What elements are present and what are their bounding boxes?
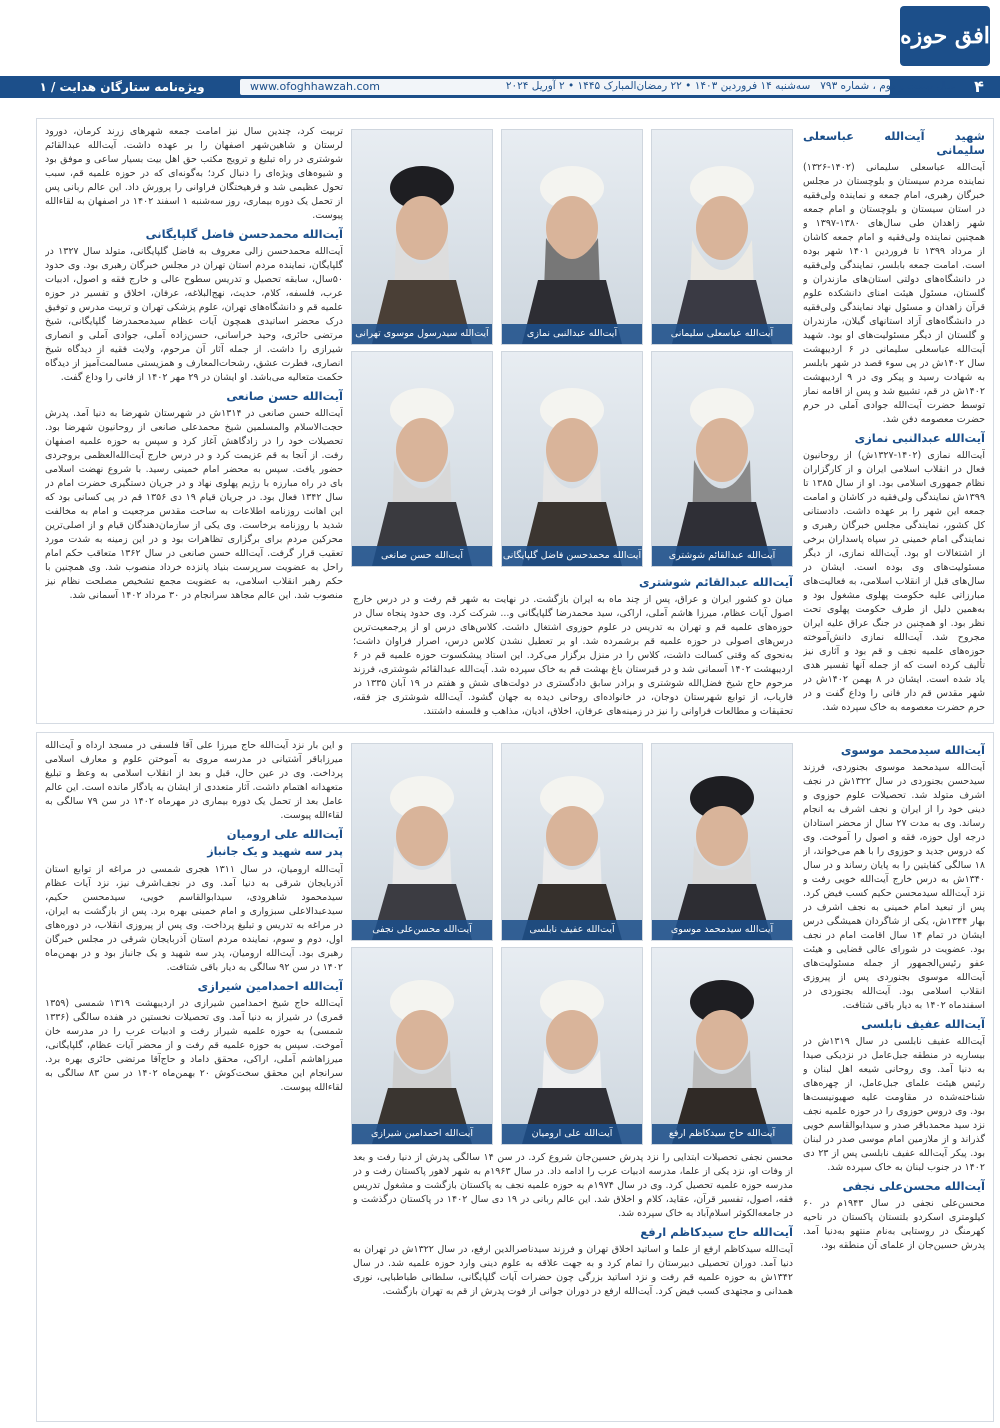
- photo-caption: آیت‌الله سیدمحمد موسوی: [652, 920, 792, 940]
- article-text: محسن نجفی تحصیلات ابتدایی را نزد پدرش حسین‌جان شروع کرد. در سن ۱۴ سالگی پدرش از دنیا رفت و بعد از وفات او، نزد یکی از علما، مدرسه ادبیات عرب را ادامه داد. در سال ۱۹۶۳م به شهر لاهور پاکستان رفت و در مدرسه حوزه علمیه تحصیل کرد. وی در سال ۱۹۷۴م به حوزه علمیه نجف به پاکستان بازگشت و مشغول تدریس فقه، اصول، تفسیر قرآن، عقاید، کلام و اخلاق شد. این عالم ربانی در ۱۹ دی سال ۱۴۰۲ در پاکستان درگذشت و در جامعه‌الکوثر اسلام‌آباد به خاک سپرده شد.: [353, 1152, 793, 1219]
- portrait-photo: [651, 351, 793, 567]
- article-text: آیت‌الله حاج شیخ احمدامین شیرازی در اردیبهشت ۱۳۱۹ شمسی (۱۳۵۹ قمری) در شیراز به دنیا آمد. وی تحصیلات نخستین در هفده سالگی (۱۳۳۶ شمسی) به حوزه علمیه شیراز رفت و ادبیات عرب را در مدرسه خان آموخت. سپس به حوزه علمیه قم رفت و از محضر آیات عظام، گلپایگانی، میرزاهاشم آملی، اراکی، محقق داماد و حاج‌آقا مرتضی حائری بهره برد. سرانجام این محقق سخت‌کوش ۲۰ بهمن‌ماه ۱۴۰۲ در سن ۸۳ سالگی به لقاءالله پیوست.: [45, 998, 343, 1093]
- article-title: آیت‌الله علی ارومیان: [226, 827, 343, 841]
- article-text: آیت‌الله محمدحسن زالی معروف به فاضل گلپایگانی، متولد سال ۱۳۲۷ در گلپایگان، نماینده مردم استان تهران در مجلس خبرگان رهبری بود. وی حدود ۵۰سال، سابقه تحصیل و تدریس سطوح عالی و خارج فقه و اصول، ادبیات عرب، فلسفه، کلام، حدیث، نهج‌البلاغه، عرفان، اخلاق و تفسیر در حوزه علمیه قم و دانشگاه‌های تهران، علوم پزشکی تهران و تربیت مدرس و توفیق درک محضر اساتیدی همچون آیات عظام سیدمحمدرضا گلپایگانی، شیخ مرتضی حائری، وحید خراسانی، حسن‌زاده آملی، جوادی آملی و انصاری شیرازی را داشت. از جمله آثار آن مرحوم، ولایت فقیه از دیدگاه شیخ انصاری، فطرت عشق، رشحات‌المعارف و همزیستی مسالمت‌آمیز از دیدگاه حکمت متعالیه می‌باشد. او ایشان در ۲۹ مهر ۱۴۰۲ از فانی را وداع گفت.: [45, 246, 343, 383]
- article-title: شهید آیت‌الله عباسعلی سلیمانی: [803, 129, 985, 157]
- article-text: آیت‌الله عباسعلی سلیمانی (۱۴۰۲-۱۳۲۶) نماینده مردم سیستان و بلوچستان در مجلس خبرگان رهبری، امام جمعه و نماینده ولی‌فقیه در استان سیستان و بلوچستان و امام جمعه شهر زاهدان طی سال‌های ۱۳۸۰-۱۳۹۷ و همچنین نماینده ولی‌فقیه و امام جمعه کاشان از مرداد ۱۳۹۹ تا فروردین ۱۴۰۱ شهر بوده است. امامت جمعه بابلسر، نمایندگی ولی‌فقیه در دانشگاه‌های دولتی استان‌های مازندران و گلستان، مسئول هیئت امنای دانشکده علوم قرآن زاهدان و مسئول نهاد نمایندگی ولی‌فقیه در دانشگاه‌های آزاد استانهای گیلان، مازندران و گلستان از دیگر مسئولیت‌های او بود. شهید آیت‌الله عباسعلی سلیمانی در ۶ اردیبهشت سال ۱۴۰۲ش در پی سوء قصد در شهر بابلسر به شهادت رسید و پیکر وی در ۹ اردیبهشت ۱۴۰۲ش در قم، تشییع شد و پس از اقامه نماز توسط حضرت آیت‌الله جوادی آملی در حرم حضرت معصومه دفن شد.: [803, 162, 985, 425]
- portrait-photo: [351, 351, 493, 567]
- portrait-photo: [351, 947, 493, 1145]
- newspaper-logo: افق حوزه: [900, 6, 990, 66]
- photo-caption: آیت‌الله عبدالقائم شوشتری: [652, 546, 792, 566]
- photo-caption: آیت‌الله علی ارومیان: [502, 1124, 642, 1144]
- photo-caption: آیت‌الله حسن صانعی: [352, 546, 492, 566]
- section2-left-column: [45, 739, 343, 1415]
- section2-right-column: [803, 739, 985, 1415]
- article-title: آیت‌الله سیدمحمد موسوی: [840, 743, 985, 757]
- portrait-photo: [651, 129, 793, 345]
- section-2: [36, 732, 994, 1422]
- dateline: سه‌شنبه ۱۴ فروردین ۱۴۰۳ • ۲۲ رمضان‌المبارک ۱۴۴۵ • ۲ آوریل ۲۰۲۴: [505, 80, 811, 92]
- article-title: آیت‌الله محمدحسن فاضل گلپایگانی: [145, 227, 343, 241]
- article-text: آیت‌الله حسن صانعی در ۱۳۱۴ش در شهرستان شهرضا به دنیا آمد. پدرش حجت‌الاسلام والمسلمین شیخ محمدعلی صانعی از روحانیون شهرضا بود. تحصیلات خود را در زادگاهش آغاز کرد و سپس به حوزه علمیه اصفهان رفت. از آنجا به قم عزیمت کرد و در درس خارج آیت‌الله‌العظمی بروجردی حضور یافت. سپس به محضر امام خمینی رسید. با شروع نهضت اسلامی بای در راه مبارزه با رژیم پهلوی نهاد و در جریان دستگیری حضرت امام در سال ۱۳۴۲ فعال بود. در جریان قیام ۱۹ دی ۱۳۵۶ قم در پی کسانی بود که این اهانت روزنامه اطلاعات به ساحت مقدس مرجعیت و امام به مخالفت شدید با روزنامه برخاست. وی یکی از سازمان‌دهندگان قیام و از اصلی‌ترین محرکین مردم برای برگزاری تظاهرات بود و در این زمینه به شدت مورد تعقیب قرار گرفت. آیت‌الله حسن صانعی در سال ۱۳۶۲ متعاقب حکم امام راحل به عضویت سرپرست بنیاد پانزده خرداد منصوب شد. وی همچنین با حکم رهبر انقلاب اسلامی، به عضویت مجمع تشخیص مصلحت نظام نیز منصوب شد. این عالم مجاهد سرانجام در ۳۰ مرداد ۱۴۰۲ آسمانی شد.: [45, 408, 343, 601]
- article-text: میان دو کشور ایران و عراق، پس از چند ماه به ایران بازگشت. در نهایت به شهر قم رفت و در درس خارج اصول آیات عظام، میرزا هاشم آملی، اراکی، سید محمدرضا گلپایگانی و... شرکت کرد. وی حدود پنجاه سال در حوزه‌های علمیه قم و تهران به تدریس در علوم حوزوی اشتغال داشت. کلاس‌های درس او از پرجمعیت‌ترین درس‌های اصولی در حوزه علمیه قم برشمرده شد. او بر تعطیل نشدن کلاس درس، اصرار فراوان داشت؛ به‌نحوی که وقتی کسالت داشت، کلاس را در منزل برگزار می‌کرد. این استاد پیشکسوت حوزه علمیه قم در ۶ اردیبهشت ۱۴۰۲ آسمانی شد و در قبرستان باغ بهشت قم به خاک سپرده شد. آیت‌الله عبدالقائم شوشتری، فرزند مرحوم حاج شیخ فضل‌الله شوشتری و برادر سابق دادگستری در دولت‌های شش و هفتم در ۱۹ آبان ۱۳۳۵ در فاریاب، از توابع شهرستان دوجان، در خانواده‌ای روحانی دیده به جهان گشود. آیت‌الله شوشتری جز فقه، تحقیقات و مطالعات فراوانی را نیز در زمینه‌های عرفان، اخلاق، ادیان، مذاهب و فلسفه داشتند.: [353, 594, 793, 717]
- photo-caption: آیت‌الله سیدرسول موسوی تهرانی: [352, 324, 492, 344]
- page-number: ۴: [974, 77, 984, 96]
- portrait-photo: [501, 743, 643, 941]
- portrait-photo: [501, 947, 643, 1145]
- article-title: آیت‌الله محسن‌علی نجفی: [842, 1179, 985, 1193]
- photo-caption: آیت‌الله عبدالنبی نمازی: [502, 324, 642, 344]
- article-text: و این بار نزد آیت‌الله حاج میرزا علی آقا فلسفی در مسجد ارداه و آیت‌الله میرزاباقر آشتیانی در مدرسه مروی به آموختن علوم و معارف اسلامی پرداخت. وی در عین حال، قبل و بعد از انقلاب اسلامی به وعظ و تبلیغ متعهدانه اهتمام داشت. آثار متعددی از ایشان به یادگار مانده است. این عالم عامل بعد از تحمل یک دوره بیماری در مهرماه ۱۴۰۲ در سن ۷۹ سالگی به لقاءالله پیوست.: [45, 740, 343, 821]
- article-text: آیت‌الله عفیف نابلسی در سال ۱۳۱۹ش در بیساریه در منطقه جبل‌عامل در نزدیکی صیدا به دنیا آمد. وی روحانی شیعه اهل لبنان و رئیس هیئت علمای جبل‌عامل، از چهره‌های شناخته‌شده در مقاومت علیه صهیونیست‌ها بود. وی دروس حوزوی را در حوزه علمیه نجف نزد سید محمدباقر صدر و سیدابوالقاسم خویی گذراند و از ملازمین امام موسی صدر در لبنان بود. پیکر آیت‌الله عفیف نابلسی پس از ۲۳ دی ۱۴۰۲ در جنوب لبنان به خاک سپرده شد.: [803, 1036, 985, 1173]
- article-text: آیت‌الله ارومیان، در سال ۱۳۱۱ هجری شمسی در مراغه از توابع استان آذربایجان شرقی به دنیا آمد. وی در نجف‌اشرف نیز، نزد آیات عظام سیدمحمود شاهرودی، سیدابوالقاسم خویی، سیدمحسن حکیم، سیدعبدالاعلی سبزواری و امام خمینی بهره برد. پس از بازگشت به ایران، در مراغه به تدریس و تبلیغ پرداخت. وی پس از پیروزی انقلاب، در دوره‌های اول، دوم و سوم، نماینده مردم استان آذربایجان شرقی در مجلس خبرگان رهبری بود. آیت‌الله ارومیان، پدر سه شهید و یک جانباز بود و در بهمن‌ماه ۱۴۰۲ در سن ۹۲ سالگی به دیار باقی شتافت.: [45, 864, 343, 973]
- photo-caption: آیت‌الله عفیف نابلسی: [502, 920, 642, 940]
- portrait-photo: [501, 351, 643, 567]
- section1-right-column: [803, 125, 985, 717]
- article-subtitle: پدر سه شهید و یک جانباز: [207, 845, 343, 858]
- article-title: آیت‌الله حسن صانعی: [226, 389, 343, 403]
- section-1: [36, 118, 994, 724]
- section1-middle-column: [353, 571, 793, 717]
- photo-caption: آیت‌الله عباسعلی سلیمانی: [652, 324, 792, 344]
- portrait-photo: [651, 743, 793, 941]
- section2-middle-column: [353, 1151, 793, 1415]
- photo-caption: آیت‌الله احمدامین شیرازی: [352, 1124, 492, 1144]
- article-title: آیت‌الله حاج سیدکاظم ارفع: [640, 1225, 793, 1239]
- portrait-photo: [351, 129, 493, 345]
- article-text: آیت‌الله سیدمحمد موسوی بجنوردی، فرزند سیدحسن بجنوردی در سال ۱۳۲۲ش در نجف اشرف متولد شد. تحصیلات علوم حوزوی و دینی خود را از ایران و نجف اشرف به انجام رساند. وی به مدت ۲۷ سال از محضر استادان درجه اول حوزه، فقه و اصول را آموخت. وی که دروس جدید و حوزوی را با هم می‌خواند، از ۱۸ سالگی کفایتین را به پایان رساند و در سال ۱۳۴۰ش به درس خارج آیت‌الله خویی رفت و نزد آیت‌الله سیدمحسن حکیم کسب فیض کرد. پس از تبعید امام خمینی به نجف اشرف در بهار ۱۳۴۴ش، یکی از شاگردان همیشگی درس ایشان در تمام ۱۴ سال اقامت امام در نجف بود. عضویت در شورای عالی قضایی و هیئت عفو رئیس‌الجمهور از جمله مسئولیت‌های آیت‌الله موسوی بجنوردی پس از پیروزی انقلاب اسلامی بود. آیت‌الله بجنوردی در اسفندماه ۱۴۰۲ به دیار باقی شتافت.: [803, 762, 985, 1011]
- article-title: آیت‌الله عفیف نابلسی: [861, 1017, 985, 1031]
- photo-caption: آیت‌الله حاج سیدکاظم ارفع: [652, 1124, 792, 1144]
- portrait-photo: [351, 743, 493, 941]
- article-title: آیت‌الله عبدالقائم شوشتری: [639, 575, 793, 589]
- article-title: آیت‌الله احمدامین شیرازی: [197, 979, 343, 993]
- special-edition-title: ویژه‌نامه ستارگان هدایت / ۱: [8, 76, 236, 98]
- article-text: آیت‌الله سیدکاظم ارفع از علما و اساتید اخلاق تهران و فرزند سیدناصرالدین ارفع، در سال ۱۳۲۲ش در تهران به دنیا آمد. دوران تحصیلی دبیرستان را تمام کرد و به جهت علاقه به علوم دینی وارد حوزه علمیه شد. در سال ۱۳۴۲ش به حوزه علمیه قم رفت و نزد اساتید بزرگی چون حضرات آیات گلپایگانی، سلطانی طباطبایی، نوری همدانی و مجتهدی کسب فیض کرد. آیت‌الله ارفع در دوران جوانی از فوت پدرش از قم به تهران بازگشت.: [353, 1244, 793, 1297]
- issue-info: سال بیست و دوم ، شماره ۷۹۳: [820, 80, 956, 92]
- section1-left-column: [45, 125, 343, 717]
- article-title: آیت‌الله عبدالنبی نمازی: [854, 431, 985, 445]
- page-header: [0, 0, 1000, 104]
- website-url[interactable]: www.ofoghhawzah.com: [250, 80, 380, 93]
- article-text: آیت‌الله نمازی (۱۴۰۲-۱۳۲۷ش) از روحانیون فعال در انقلاب اسلامی ایران و از کارگزاران نظام جمهوری اسلامی بود. او از سال ۱۳۸۵ تا ۱۳۹۹ش نمایندگی ولی‌فقیه در کاشان و امامت جمعه این شهر را بر عهده داشت. دادستانی کل کشور، نمایندگی مجلس خبرگان رهبری و نمایندگی امام خمینی در سپاه پاسداران برخی از اشتغالات او بود. آیت‌الله نمازی، از دیگر مسئولیت‌های وی بوده است. ایشان در سال‌های قبل از انقلاب اسلامی، به فعالیت‌های مبارزاتی علیه حکومت پهلوی مشغول بود و به‌همین دلیل از طرف حکومت پهلوی تحت نظر بود. او همچنین در جنگ عراق علیه ایران مجروح شد. آیت‌الله نمازی دانش‌آموخته حوزه‌های علمیه نجف و قم بود و آثاری نیز تألیف کرده است که از جمله آنها تفسیر هدی یاد شده است. ایشان در ۸ بهمن ۱۴۰۲ش در شهر مقدس قم دار فانی را وداع گفت و در حرم حضرت معصومه به خاک سپرده شد.: [803, 450, 985, 713]
- photo-caption: آیت‌الله محسن‌علی نجفی: [352, 920, 492, 940]
- article-text: تربیت کرد، چندین سال نیز امامت جمعه شهرهای زرند کرمان، دورود لرستان و شاهین‌شهر اصفهان را بر عهده داشت. آیت‌الله عبدالقائم شوشتری در راه تبلیغ و ترویج مکتب حق اهل بیت بسیار ساعی و موفق بود و شیوه‌های ویژه‌ای را دنبال کرد؛ به‌گونه‌ای که در حوزه علمیه قم، سبب تحول عظیمی شد و فرهیختگان فراوانی را پرورش داد. این عالم ربانی پس از تحمل یک دوره بیماری، روز سه‌شنبه ۱ اسفند ۱۴۰۲ در اصفهان به لقاءالله پیوست.: [45, 126, 343, 221]
- portrait-photo: [651, 947, 793, 1145]
- photo-caption: آیت‌الله محمدحسن فاضل گلپایگانی: [502, 546, 642, 566]
- article-text: محسن‌علی نجفی در سال ۱۹۴۳م در ۶۰ کیلومتری اسکردو بلتستان پاکستان در ناحیه کهرمنگ در روستایی به‌نام منتهو به‌دنیا آمد. پدرش حسین‌جان از علمای آن منطقه بود.: [803, 1198, 985, 1251]
- portrait-photo: [501, 129, 643, 345]
